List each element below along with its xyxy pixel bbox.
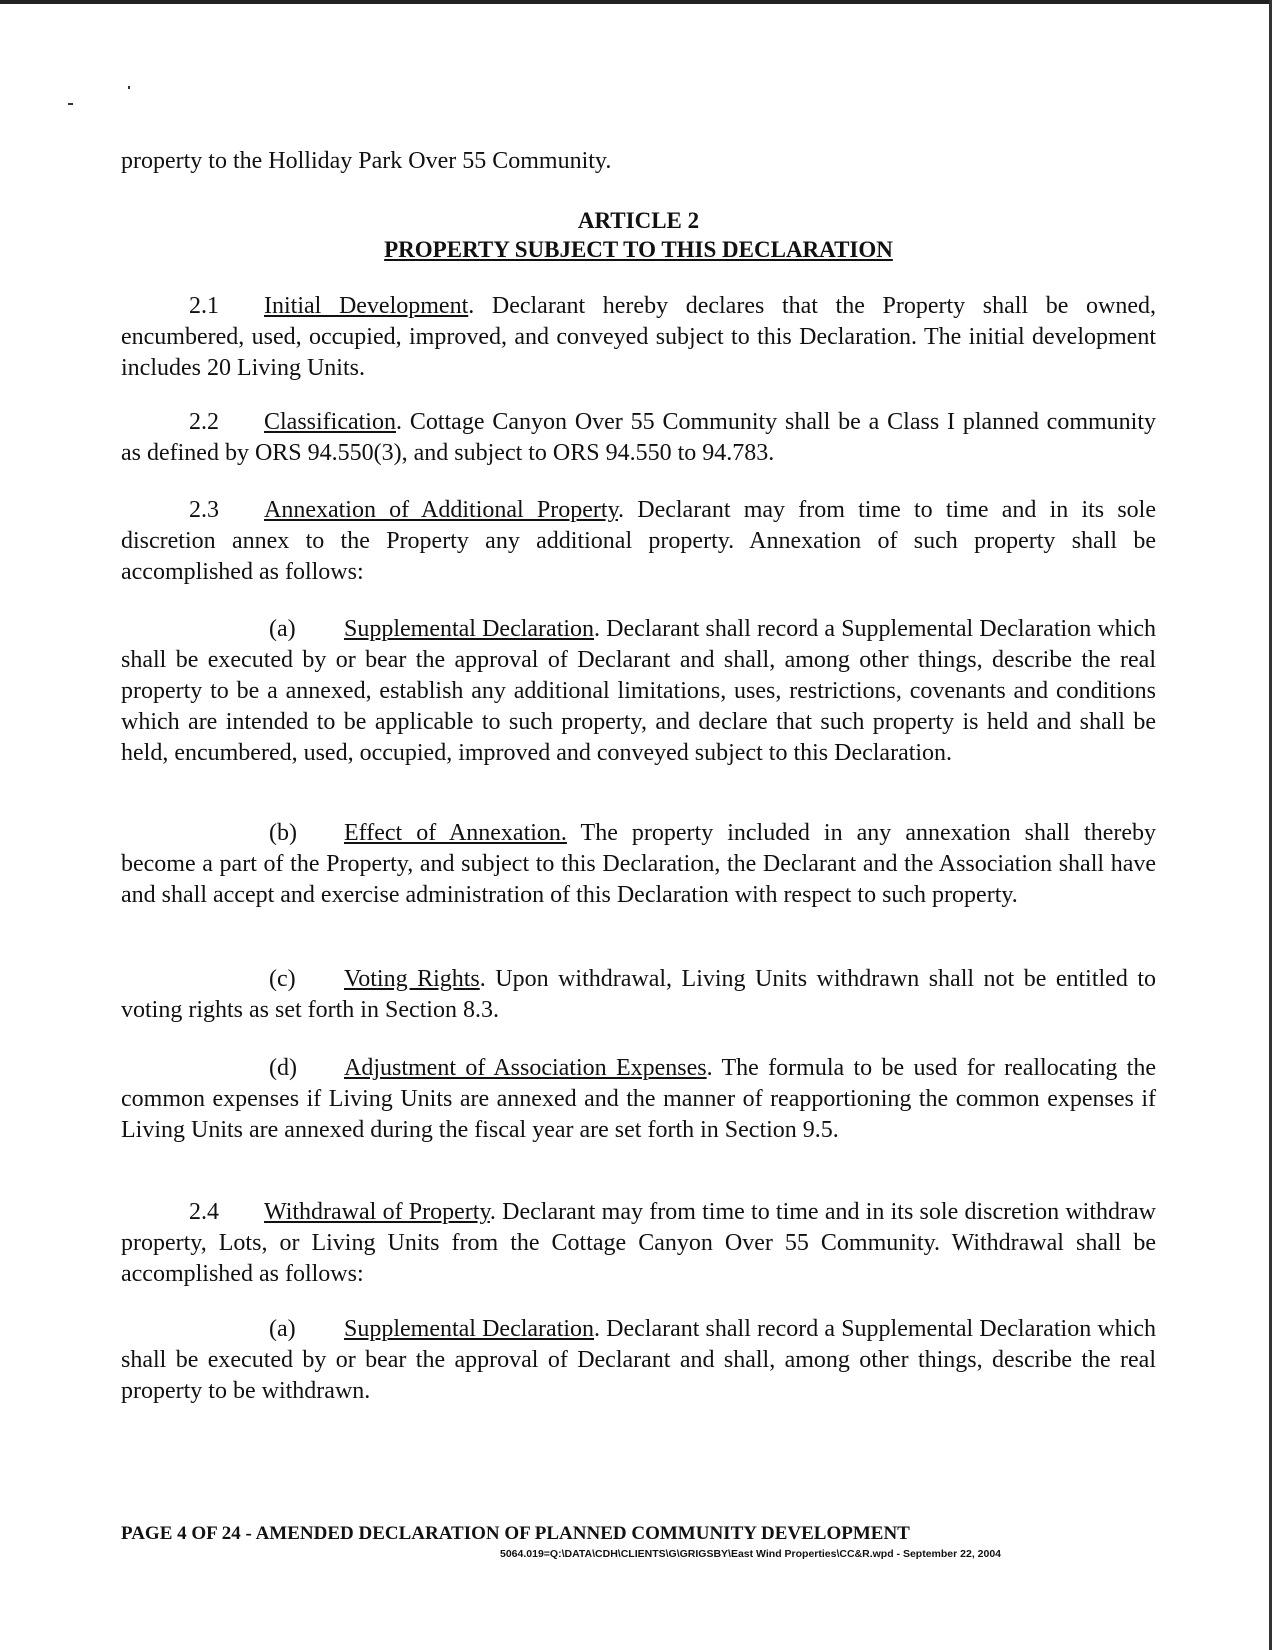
- subsection-text: The property included in any annexation shall thereby become a part of the Property, and subject to this Declaration, the Declarant and the Association shall have and shall accept and exercise administration of this Declaration with respect to such property.: [121, 820, 1157, 908]
- subsection-2-4-a: [121, 1314, 1156, 1407]
- subsection-text: . Declarant shall record a Supplemental Declaration which shall be executed by or bear the approval of Declarant and shall, among other things, describe the real property to be a annexed, establish any additional limitations, uses, restrictions, covenants and conditions which are intended to be applicable to such property, and declare that such property is held and shall be held, encumbered, used, occupied, improved and conveyed subject to this Declaration.: [121, 616, 1156, 766]
- subsection-heading: Supplemental Declaration: [344, 616, 595, 642]
- scan-speck: [68, 103, 73, 105]
- section-heading: Withdrawal of Property: [264, 1199, 490, 1225]
- section-2-1: [121, 291, 1156, 384]
- subsection-heading: Effect of Annexation.: [344, 820, 567, 846]
- section-2-3: [121, 495, 1156, 588]
- subsection-2-3-d: [121, 1053, 1156, 1146]
- section-2-2: [121, 407, 1156, 469]
- section-number: 2.2: [189, 409, 219, 435]
- article-title: [121, 234, 1156, 265]
- subsection-text: . The formula to be used for reallocating the common expenses if Living Units are annexed and the manner of reapportioning the common expenses if Living Units are annexed during the fiscal year are set forth in Section 9.5.: [121, 1055, 1156, 1143]
- section-number: 2.4: [189, 1199, 219, 1225]
- subsection-2-3-b: [121, 818, 1156, 911]
- scan-edge-top: [0, 0, 1272, 4]
- section-text: . Declarant may from time to time and in its sole discretion withdraw property, Lots, or Living Units from the Cottage Canyon Over 55 Community. Withdrawal shall be accomplished as follows:: [121, 1199, 1156, 1287]
- article-title-text: PROPERTY SUBJECT TO THIS DECLARATION: [384, 237, 893, 262]
- subsection-letter: (a): [269, 1316, 296, 1342]
- section-heading: Classification: [264, 409, 396, 435]
- scan-speck: [128, 86, 130, 89]
- subsection-2-3-c: [121, 964, 1156, 1026]
- section-text: . Cottage Canyon Over 55 Community shall be a Class I planned community as defined by ORS 94.550(3), and subject to ORS 94.550 to 94.783.: [121, 409, 1156, 466]
- subsection-heading: Supplemental Declaration: [344, 1316, 595, 1342]
- file-path: 5064.019=Q:\DATA\CDH\CLIENTS\G\GRIGSBY\East Wind Properties\CC&R.wpd - September 22, 2004: [500, 1548, 1002, 1560]
- subsection-2-3-a: [121, 614, 1156, 769]
- section-heading: Annexation of Additional Property: [264, 497, 619, 523]
- subsection-letter: (d): [269, 1055, 297, 1081]
- section-text: . Declarant may from time to time and in its sole discretion annex to the Property any additional property. Annexation of such property shall be accomplished as follows:: [121, 497, 1157, 585]
- subsection-letter: (c): [269, 966, 296, 992]
- subsection-letter: (a): [269, 616, 296, 642]
- article-number: ARTICLE 2: [577, 208, 700, 233]
- section-number: 2.1: [189, 293, 219, 319]
- section-text: . Declarant hereby declares that the Property shall be owned, encumbered, used, occupied, improved, and conveyed subject to this Declaration. The initial development includes 20 Living Units.: [121, 293, 1157, 381]
- page-footer: PAGE 4 OF 24 - AMENDED DECLARATION OF PLANNED COMMUNITY DEVELOPMENT: [121, 1523, 910, 1544]
- subsection-letter: (b): [269, 820, 297, 846]
- subsection-heading: Adjustment of Association Expenses: [344, 1055, 707, 1081]
- continuation-line: property to the Holliday Park Over 55 Community.: [121, 148, 612, 174]
- section-number: 2.3: [189, 497, 219, 523]
- section-2-4: [121, 1197, 1156, 1290]
- subsection-text: . Declarant shall record a Supplemental Declaration which shall be executed by or bear the approval of Declarant and shall, among other things, describe the real property to be withdrawn.: [121, 1316, 1156, 1404]
- subsection-text: . Upon withdrawal, Living Units withdrawn shall not be entitled to voting rights as set forth in Section 8.3.: [121, 966, 1156, 1023]
- section-heading: Initial Development: [264, 293, 469, 319]
- subsection-heading: Voting Rights: [344, 966, 480, 992]
